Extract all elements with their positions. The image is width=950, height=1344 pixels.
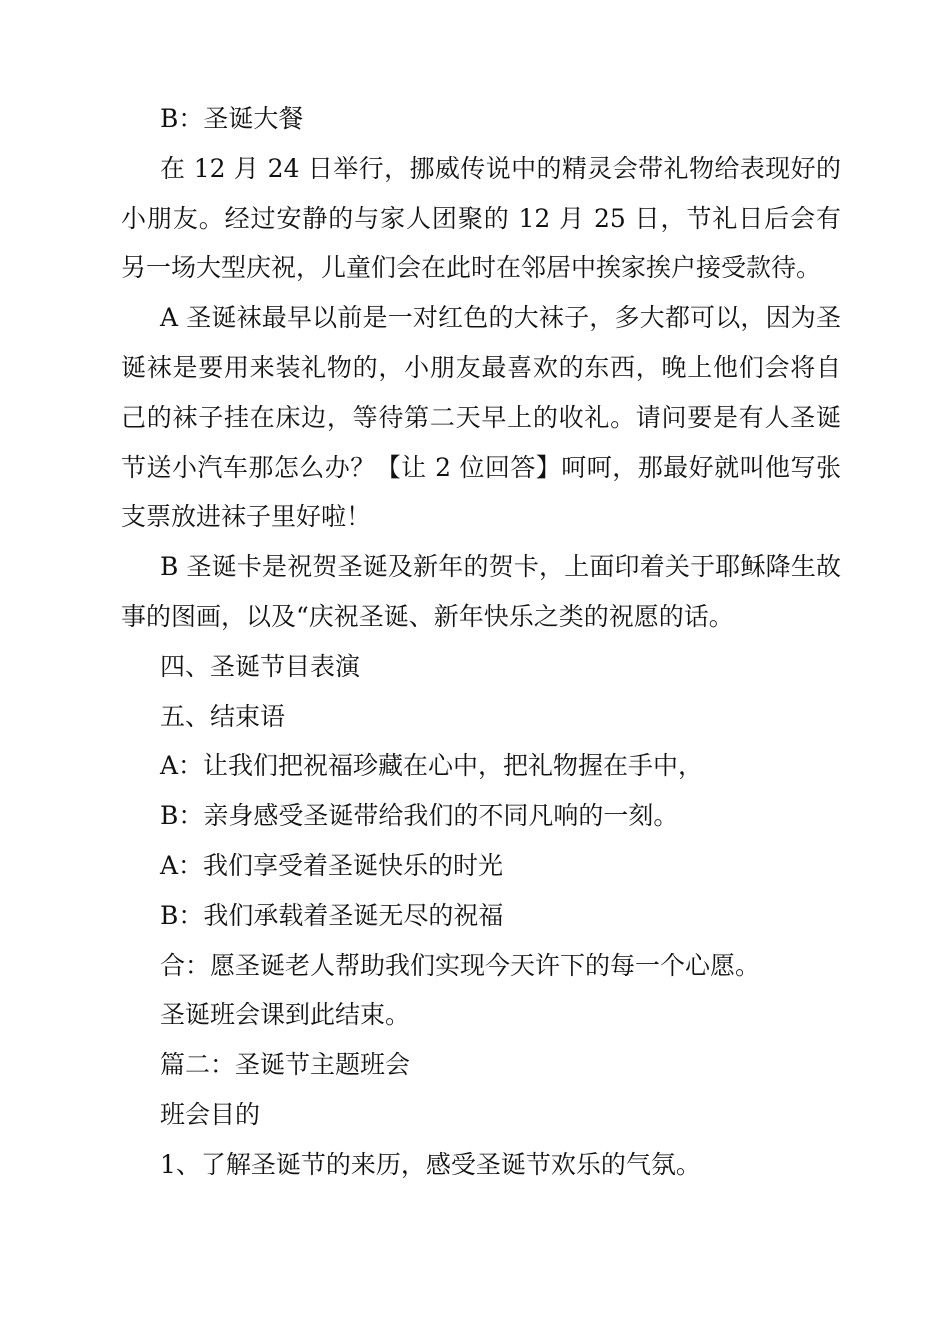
paragraph-heading-christmas-dinner: B：圣诞大餐 — [160, 104, 304, 133]
section-heading-purpose: 班会目的 — [160, 1099, 261, 1129]
closing-statement: 圣诞班会课到此结束。 — [160, 1000, 411, 1030]
closing-line-b2: B：我们承载着圣诞无尽的祝福 — [160, 900, 504, 930]
closing-line-a1: A：让我们把祝福珍藏在心中，把礼物握在手中， — [160, 751, 704, 781]
chapter-heading-part-two: 篇二：圣诞节主题班会 — [160, 1050, 411, 1080]
section-heading-performance: 四、圣诞节目表演 — [160, 651, 361, 681]
purpose-item-1: 1、了解圣诞节的来历，感受圣诞节欢乐的气氛。 — [160, 1149, 701, 1179]
paragraph-dinner-description: 在 12 月 24 日举行，挪威传说中的精灵会带礼物给表现好的小朋友。经过安静的与家人团聚的 12 月 25 日，节礼日后会有另一场大型庆祝，儿童们会在此时在邻居中挨家挨户接受款待。 — [121, 153, 841, 283]
closing-line-a2: A：我们享受着圣诞快乐的时光 — [160, 850, 504, 880]
document-body — [121, 94, 841, 1190]
paragraph-christmas-stocking: A 圣诞袜最早以前是一对红色的大袜子，多大都可以，因为圣诞袜是要用来装礼物的，小朋友最喜欢的东西，晚上他们会将自己的袜子挂在床边，等待第二天早上的收礼。请问要是有人圣诞节送小汽车那怎么办？【让 2 位回答】呵呵，那最好就叫他写张支票放进袜子里好啦！ — [121, 303, 841, 532]
closing-line-b1: B：亲身感受圣诞带给我们的不同凡响的一刻。 — [160, 801, 679, 831]
closing-line-together: 合：愿圣诞老人帮助我们实现今天许下的每一个心愿。 — [160, 950, 761, 980]
section-heading-closing: 五、结束语 — [160, 701, 286, 731]
paragraph-christmas-card: B 圣诞卡是祝贺圣诞及新年的贺卡，上面印着关于耶稣降生故事的图画，以及“庆祝圣诞、新年快乐之类的祝愿的话。 — [121, 552, 841, 631]
